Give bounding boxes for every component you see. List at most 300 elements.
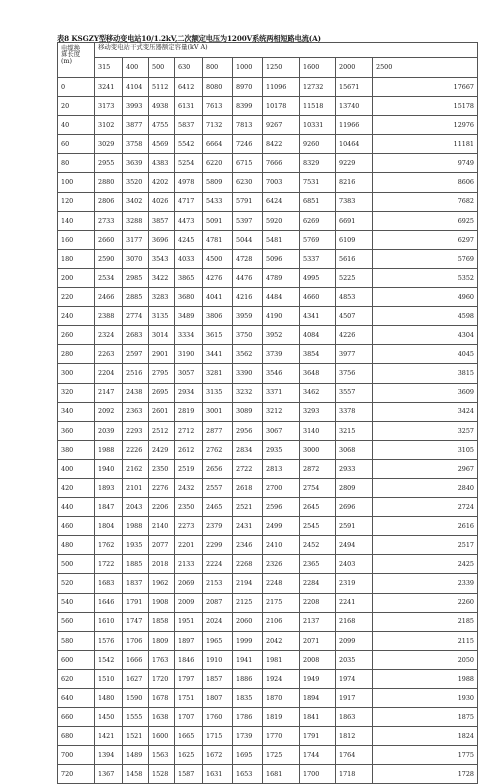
current-cell: 2276 <box>149 478 175 497</box>
capacity-header: 500 <box>149 58 175 78</box>
length-cell: 620 <box>58 669 95 688</box>
table-row <box>58 402 478 421</box>
table-row <box>58 288 478 307</box>
length-cell: 180 <box>58 249 95 268</box>
length-cell: 700 <box>58 746 95 765</box>
current-cell: 1988 <box>123 517 149 536</box>
current-cell: 3215 <box>336 421 373 440</box>
current-cell: 1625 <box>175 746 203 765</box>
current-cell: 2241 <box>336 593 373 612</box>
current-cell: 2438 <box>123 383 149 402</box>
current-cell: 1908 <box>149 593 175 612</box>
current-cell: 8970 <box>233 78 263 97</box>
current-cell: 10464 <box>336 135 373 154</box>
current-cell: 2700 <box>263 478 300 497</box>
current-cell: 2339 <box>373 574 478 593</box>
current-cell: 1974 <box>336 669 373 688</box>
current-cell: 2346 <box>233 536 263 555</box>
current-cell: 6230 <box>233 173 263 192</box>
current-cell: 2162 <box>123 459 149 478</box>
current-cell: 2248 <box>263 574 300 593</box>
current-cell: 4853 <box>336 288 373 307</box>
length-cell: 580 <box>58 631 95 650</box>
current-cell: 4383 <box>149 154 175 173</box>
current-cell: 1962 <box>149 574 175 593</box>
current-cell: 2043 <box>123 498 149 517</box>
current-cell: 3288 <box>123 211 149 230</box>
current-cell: 3402 <box>123 192 149 211</box>
current-cell: 3057 <box>175 364 203 383</box>
current-cell: 1683 <box>95 574 123 593</box>
current-cell: 2018 <box>149 555 175 574</box>
current-cell: 2521 <box>233 498 263 517</box>
current-cell: 1681 <box>263 765 300 784</box>
length-cell: 60 <box>58 135 95 154</box>
capacity-group-header: 移动变电站干式变压器额定容量(kV A) <box>95 43 478 58</box>
current-cell: 3696 <box>149 230 175 249</box>
table-row <box>58 97 478 116</box>
current-cell: 1480 <box>95 689 123 708</box>
current-cell: 2319 <box>336 574 373 593</box>
current-cell: 1722 <box>95 555 123 574</box>
current-cell: 1847 <box>95 498 123 517</box>
current-cell: 2431 <box>233 517 263 536</box>
current-cell: 8080 <box>203 78 233 97</box>
current-cell: 5091 <box>203 211 233 230</box>
current-cell: 3441 <box>203 345 233 364</box>
length-cell: 480 <box>58 536 95 555</box>
current-cell: 1587 <box>175 765 203 784</box>
current-cell: 2194 <box>233 574 263 593</box>
current-cell: 4789 <box>263 268 300 287</box>
current-cell: 10178 <box>263 97 300 116</box>
current-cell: 1763 <box>149 650 175 669</box>
current-cell: 2519 <box>175 459 203 478</box>
length-header-line-1: 电缆换 <box>61 44 81 52</box>
length-cell: 400 <box>58 459 95 478</box>
current-cell: 15671 <box>336 78 373 97</box>
current-cell: 2365 <box>300 555 336 574</box>
current-cell: 6664 <box>203 135 233 154</box>
current-cell: 2596 <box>263 498 300 517</box>
length-cell: 100 <box>58 173 95 192</box>
current-cell: 3424 <box>373 402 478 421</box>
current-cell: 4104 <box>123 78 149 97</box>
current-cell: 5769 <box>300 230 336 249</box>
current-cell: 3105 <box>373 440 478 459</box>
current-cell: 5920 <box>263 211 300 230</box>
current-cell: 1764 <box>336 746 373 765</box>
current-cell: 1807 <box>203 689 233 708</box>
current-cell: 2125 <box>233 593 263 612</box>
current-cell: 3680 <box>175 288 203 307</box>
current-cell: 2695 <box>149 383 175 402</box>
capacity-header: 315 <box>95 58 123 78</box>
current-cell: 5837 <box>175 116 203 135</box>
current-cell: 2967 <box>373 459 478 478</box>
current-cell: 5352 <box>373 268 478 287</box>
length-cell: 560 <box>58 612 95 631</box>
current-cell: 3615 <box>203 326 233 345</box>
current-cell: 3014 <box>149 326 175 345</box>
current-cell: 2601 <box>149 402 175 421</box>
current-cell: 4484 <box>263 288 300 307</box>
table-row <box>58 230 478 249</box>
current-cell: 2499 <box>263 517 300 536</box>
current-cell: 8329 <box>300 154 336 173</box>
current-cell: 6925 <box>373 211 478 230</box>
current-cell: 2590 <box>95 249 123 268</box>
length-cell: 640 <box>58 689 95 708</box>
table-row <box>58 192 478 211</box>
current-cell: 1367 <box>95 765 123 784</box>
current-cell: 3173 <box>95 97 123 116</box>
table-row <box>58 249 478 268</box>
current-cell: 2350 <box>175 498 203 517</box>
current-cell: 2260 <box>373 593 478 612</box>
current-cell: 3993 <box>123 97 149 116</box>
current-cell: 1791 <box>300 727 336 746</box>
length-cell: 140 <box>58 211 95 230</box>
current-cell: 6131 <box>175 97 203 116</box>
table-row <box>58 116 478 135</box>
current-cell: 2140 <box>149 517 175 536</box>
current-cell: 5337 <box>300 249 336 268</box>
current-cell: 8399 <box>233 97 263 116</box>
table-row <box>58 631 478 650</box>
current-cell: 2806 <box>95 192 123 211</box>
current-cell: 2696 <box>336 498 373 517</box>
current-cell: 2612 <box>175 440 203 459</box>
current-cell: 2039 <box>95 421 123 440</box>
length-cell: 340 <box>58 402 95 421</box>
table-row <box>58 211 478 230</box>
current-cell: 4995 <box>300 268 336 287</box>
table-row <box>58 689 478 708</box>
current-cell: 6220 <box>203 154 233 173</box>
current-cell: 6715 <box>233 154 263 173</box>
length-cell: 240 <box>58 307 95 326</box>
current-cell: 2092 <box>95 402 123 421</box>
current-cell: 2153 <box>203 574 233 593</box>
current-cell: 2410 <box>263 536 300 555</box>
current-cell: 3070 <box>123 249 149 268</box>
current-cell: 1835 <box>233 689 263 708</box>
current-cell: 2877 <box>203 421 233 440</box>
current-cell: 4045 <box>373 345 478 364</box>
current-cell: 3068 <box>336 440 373 459</box>
current-cell: 11096 <box>263 78 300 97</box>
current-cell: 6297 <box>373 230 478 249</box>
table-row <box>58 173 478 192</box>
current-cell: 1775 <box>373 746 478 765</box>
table-row <box>58 326 478 345</box>
current-cell: 1791 <box>123 593 149 612</box>
current-cell: 1542 <box>95 650 123 669</box>
current-cell: 2724 <box>373 498 478 517</box>
length-cell: 120 <box>58 192 95 211</box>
length-cell: 520 <box>58 574 95 593</box>
current-cell: 12976 <box>373 116 478 135</box>
table-row <box>58 765 478 784</box>
current-cell: 2024 <box>203 612 233 631</box>
current-cell: 11181 <box>373 135 478 154</box>
current-cell: 1394 <box>95 746 123 765</box>
current-cell: 4216 <box>233 288 263 307</box>
table-row <box>58 459 478 478</box>
current-cell: 3609 <box>373 383 478 402</box>
current-cell: 3865 <box>175 268 203 287</box>
current-cell: 3639 <box>123 154 149 173</box>
current-cell: 2517 <box>373 536 478 555</box>
current-cell: 2656 <box>203 459 233 478</box>
current-cell: 1886 <box>233 669 263 688</box>
current-cell: 1897 <box>175 631 203 650</box>
current-cell: 9749 <box>373 154 478 173</box>
current-cell: 4304 <box>373 326 478 345</box>
current-cell: 5542 <box>175 135 203 154</box>
current-cell: 3877 <box>123 116 149 135</box>
table-body <box>58 78 478 784</box>
capacity-header: 2500 <box>373 58 478 78</box>
current-cell: 1521 <box>123 727 149 746</box>
current-cell: 2099 <box>336 631 373 650</box>
current-cell: 1720 <box>149 669 175 688</box>
current-cell: 11966 <box>336 116 373 135</box>
current-cell: 3952 <box>263 326 300 345</box>
current-cell: 1590 <box>123 689 149 708</box>
current-cell: 1875 <box>373 708 478 727</box>
current-cell: 1718 <box>336 765 373 784</box>
current-cell: 2534 <box>95 268 123 287</box>
current-cell: 2795 <box>149 364 175 383</box>
current-cell: 3177 <box>123 230 149 249</box>
current-cell: 5791 <box>233 192 263 211</box>
current-cell: 2754 <box>300 478 336 497</box>
table-row <box>58 440 478 459</box>
current-cell: 1988 <box>373 669 478 688</box>
current-cell: 1824 <box>373 727 478 746</box>
current-cell: 2175 <box>263 593 300 612</box>
current-cell: 4190 <box>263 307 300 326</box>
current-cell: 2834 <box>233 440 263 459</box>
table-row <box>58 536 478 555</box>
current-cell: 1846 <box>175 650 203 669</box>
current-cell: 2042 <box>263 631 300 650</box>
current-cell: 3854 <box>300 345 336 364</box>
length-cell: 300 <box>58 364 95 383</box>
current-cell: 2545 <box>300 517 336 536</box>
current-cell: 3001 <box>203 402 233 421</box>
current-cell: 2591 <box>336 517 373 536</box>
current-cell: 2077 <box>149 536 175 555</box>
current-cell: 1797 <box>175 669 203 688</box>
current-cell: 1576 <box>95 631 123 650</box>
current-cell: 2106 <box>263 612 300 631</box>
current-cell: 3212 <box>263 402 300 421</box>
table-row <box>58 421 478 440</box>
current-cell: 2133 <box>175 555 203 574</box>
current-cell: 2616 <box>373 517 478 536</box>
current-cell: 2035 <box>336 650 373 669</box>
current-cell: 1631 <box>203 765 233 784</box>
length-cell: 160 <box>58 230 95 249</box>
current-cell: 2934 <box>175 383 203 402</box>
current-cell: 4041 <box>203 288 233 307</box>
current-cell: 1627 <box>123 669 149 688</box>
current-cell: 2284 <box>300 574 336 593</box>
current-cell: 2185 <box>373 612 478 631</box>
current-cell: 2429 <box>149 440 175 459</box>
current-cell: 8216 <box>336 173 373 192</box>
current-cell: 2009 <box>175 593 203 612</box>
current-cell: 2147 <box>95 383 123 402</box>
current-cell: 2597 <box>123 345 149 364</box>
current-cell: 1666 <box>123 650 149 669</box>
current-cell: 3977 <box>336 345 373 364</box>
table-row <box>58 593 478 612</box>
current-cell: 4226 <box>336 326 373 345</box>
current-cell: 2872 <box>300 459 336 478</box>
current-cell: 2350 <box>149 459 175 478</box>
current-cell: 3489 <box>175 307 203 326</box>
current-cell: 6109 <box>336 230 373 249</box>
current-cell: 1489 <box>123 746 149 765</box>
length-cell: 40 <box>58 116 95 135</box>
current-cell: 3190 <box>175 345 203 364</box>
current-cell: 3334 <box>175 326 203 345</box>
length-cell: 420 <box>58 478 95 497</box>
table-row <box>58 517 478 536</box>
current-cell: 5225 <box>336 268 373 287</box>
length-cell: 460 <box>58 517 95 536</box>
current-cell: 1739 <box>233 727 263 746</box>
current-cell: 6691 <box>336 211 373 230</box>
length-cell: 720 <box>58 765 95 784</box>
current-cell: 2813 <box>263 459 300 478</box>
current-cell: 1747 <box>123 612 149 631</box>
length-cell: 80 <box>58 154 95 173</box>
current-cell: 2263 <box>95 345 123 364</box>
current-cell: 2494 <box>336 536 373 555</box>
length-cell: 500 <box>58 555 95 574</box>
table-caption: 表8 KSGZY型移动变电站10/1.2kV,二次额定电压为1200V系统两相短路电流(A) <box>57 34 321 43</box>
current-cell: 3241 <box>95 78 123 97</box>
current-cell: 4978 <box>175 173 203 192</box>
current-cell: 9229 <box>336 154 373 173</box>
current-cell: 1555 <box>123 708 149 727</box>
current-cell: 1510 <box>95 669 123 688</box>
current-cell: 7682 <box>373 192 478 211</box>
current-cell: 3557 <box>336 383 373 402</box>
table-row <box>58 727 478 746</box>
current-cell: 1646 <box>95 593 123 612</box>
current-cell: 7246 <box>233 135 263 154</box>
current-cell: 3806 <box>203 307 233 326</box>
current-cell: 1940 <box>95 459 123 478</box>
current-cell: 4084 <box>300 326 336 345</box>
length-header-line-3: (m) <box>61 56 73 65</box>
current-cell: 1988 <box>95 440 123 459</box>
current-cell: 1951 <box>175 612 203 631</box>
current-cell: 1700 <box>300 765 336 784</box>
current-cell: 3135 <box>203 383 233 402</box>
current-cell: 9260 <box>300 135 336 154</box>
capacity-header: 1600 <box>300 58 336 78</box>
current-cell: 3543 <box>149 249 175 268</box>
current-cell: 4728 <box>233 249 263 268</box>
current-cell: 3750 <box>233 326 263 345</box>
current-cell: 5096 <box>263 249 300 268</box>
current-cell: 1809 <box>149 631 175 650</box>
table-row <box>58 364 478 383</box>
current-cell: 2452 <box>300 536 336 555</box>
current-cell: 1924 <box>263 669 300 688</box>
current-cell: 1935 <box>123 536 149 555</box>
current-cell: 3281 <box>203 364 233 383</box>
length-cell: 280 <box>58 345 95 364</box>
current-cell: 1728 <box>373 765 478 784</box>
current-cell: 1870 <box>263 689 300 708</box>
current-cell: 1857 <box>203 669 233 688</box>
current-cell: 4507 <box>336 307 373 326</box>
current-cell: 3390 <box>233 364 263 383</box>
current-cell: 1863 <box>336 708 373 727</box>
current-cell: 2204 <box>95 364 123 383</box>
current-cell: 2645 <box>300 498 336 517</box>
current-cell: 2809 <box>336 478 373 497</box>
current-cell: 3378 <box>336 402 373 421</box>
current-cell: 5433 <box>203 192 233 211</box>
current-cell: 1760 <box>203 708 233 727</box>
table-row <box>58 612 478 631</box>
current-cell: 2008 <box>300 650 336 669</box>
current-cell: 4033 <box>175 249 203 268</box>
length-cell: 660 <box>58 708 95 727</box>
length-cell: 540 <box>58 593 95 612</box>
table-row <box>58 268 478 287</box>
current-cell: 3371 <box>263 383 300 402</box>
current-cell: 1941 <box>233 650 263 669</box>
current-cell: 9267 <box>263 116 300 135</box>
current-cell: 3067 <box>263 421 300 440</box>
current-cell: 13740 <box>336 97 373 116</box>
current-cell: 1725 <box>263 746 300 765</box>
current-cell: 12732 <box>300 78 336 97</box>
table-row <box>58 650 478 669</box>
current-cell: 2379 <box>203 517 233 536</box>
current-cell: 4473 <box>175 211 203 230</box>
current-cell: 3000 <box>300 440 336 459</box>
current-cell: 7666 <box>263 154 300 173</box>
length-cell: 360 <box>58 421 95 440</box>
current-cell: 1837 <box>123 574 149 593</box>
current-cell: 7613 <box>203 97 233 116</box>
current-cell: 2840 <box>373 478 478 497</box>
current-cell: 1672 <box>203 746 233 765</box>
current-cell: 5616 <box>336 249 373 268</box>
current-cell: 2268 <box>233 555 263 574</box>
current-cell: 2935 <box>263 440 300 459</box>
table-row <box>58 555 478 574</box>
current-cell: 7132 <box>203 116 233 135</box>
current-cell: 2168 <box>336 612 373 631</box>
current-cell: 3562 <box>233 345 263 364</box>
length-cell: 0 <box>58 78 95 97</box>
current-cell: 3739 <box>263 345 300 364</box>
short-circuit-table <box>57 42 478 784</box>
current-cell: 2618 <box>233 478 263 497</box>
